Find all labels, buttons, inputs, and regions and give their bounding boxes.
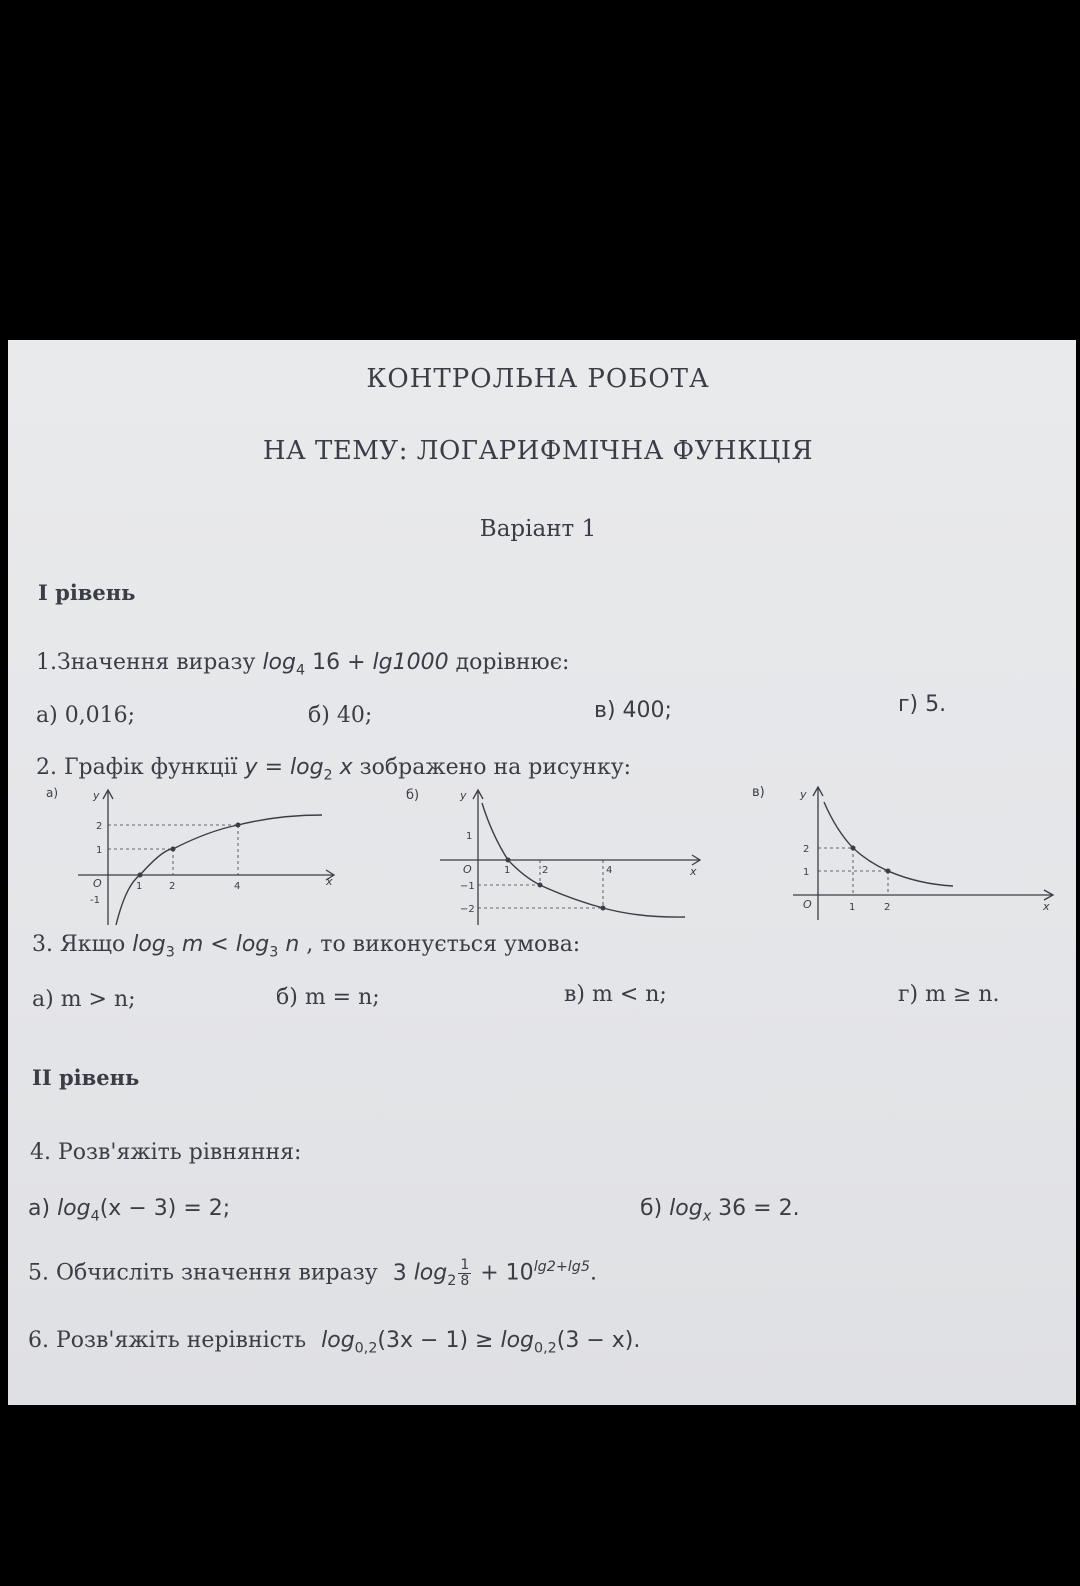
question-3-suffix: , то виконується умова: [299, 932, 581, 957]
graph-c-tick-y1: 1 [803, 867, 810, 878]
graph-c-x-label: x [1043, 900, 1050, 913]
question-1-log: log [262, 650, 296, 675]
question-6 [28, 1328, 640, 1356]
question-5-log: log [413, 1260, 448, 1286]
q1-option-b: б) 40; [308, 703, 373, 728]
question-3-rhs-log: log [235, 932, 270, 957]
question-1-prefix: 1.Значення виразу [36, 650, 256, 675]
question-4-a [28, 1196, 230, 1224]
question-6-arg2: (3 − x). [556, 1328, 641, 1353]
graph-b-tick-ym1: −1 [460, 881, 475, 892]
question-5-end: . [589, 1260, 597, 1286]
question-6-log2: log [500, 1328, 534, 1353]
q1-option-c: в) 400; [594, 698, 672, 723]
graph-b-tick-x2: 2 [542, 865, 549, 876]
graph-b-origin: O [463, 863, 472, 876]
question-4-a-rest: (x − 3) = 2; [99, 1196, 231, 1221]
graph-b-point-4 [601, 906, 606, 911]
q1-option-a: а) 0,016; [36, 703, 136, 728]
question-1-base: 4 [295, 662, 306, 679]
question-3-lhs-log: log [132, 932, 166, 957]
question-5-coef: 3 [392, 1260, 414, 1286]
graph-b [400, 785, 720, 930]
graph-c-tick-x1: 1 [849, 902, 856, 913]
level-2-heading: ІІ рівень [32, 1065, 140, 1090]
question-4-b-base: x [702, 1208, 712, 1225]
question-5 [28, 1258, 597, 1289]
question-6-base2: 0,2 [534, 1340, 557, 1357]
question-2 [36, 755, 631, 783]
q3-option-c: в) m < n; [564, 982, 667, 1007]
graph-a-point-4 [236, 823, 241, 828]
question-5-num: 1 [460, 1257, 470, 1273]
question-2-y: y [244, 755, 258, 780]
question-6-log1: log [321, 1328, 355, 1353]
question-6-arg1: (3x − 1) ≥ [377, 1328, 501, 1353]
question-4-b-label: б) [640, 1196, 670, 1221]
q3-option-d: г) m ≥ n. [898, 982, 1000, 1007]
graph-a-x-label: x [326, 875, 333, 888]
question-5-base: 2 [447, 1272, 457, 1289]
question-4-b [640, 1196, 800, 1224]
question-5-exp: lg2+lg5 [533, 1259, 590, 1276]
graph-a-tick-ym1: -1 [90, 895, 100, 906]
question-6-base1: 0,2 [354, 1340, 378, 1357]
graph-b-label: б) [406, 788, 420, 803]
graph-a-tick-y1: 1 [96, 845, 103, 856]
graph-a-origin: O [93, 877, 102, 890]
level-1-heading: І рівень [38, 580, 136, 605]
graph-c-origin: O [803, 898, 812, 911]
graph-a-label: а) [46, 786, 59, 800]
q3-option-a: а) m > n; [32, 987, 136, 1012]
page-title: КОНТРОЛЬНА РОБОТА [366, 364, 710, 394]
question-5-den: 8 [460, 1273, 470, 1289]
graph-c-tick-x2: 2 [884, 902, 891, 913]
graph-b-x-label: x [690, 865, 697, 878]
graph-a [38, 785, 358, 930]
graph-a-tick-x4: 4 [234, 881, 241, 892]
graph-a-point-1 [138, 873, 143, 878]
question-4-b-rest: 36 = 2. [711, 1196, 800, 1221]
question-2-suffix: зображено на рисунку: [352, 755, 632, 780]
graph-b-y-label: y [460, 789, 467, 802]
question-4-a-label: а) [28, 1196, 58, 1221]
question-4-b-log: log [669, 1196, 703, 1221]
graph-c-point-1 [851, 846, 856, 851]
graph-a-tick-y2: 2 [96, 821, 103, 832]
graph-b-tick-y1: 1 [466, 831, 473, 842]
question-5-fraction [458, 1258, 471, 1289]
graph-c-y-label: y [800, 788, 807, 801]
question-2-x: x [332, 755, 353, 780]
variant-label: Варіант 1 [479, 516, 597, 542]
graph-a-tick-x2: 2 [169, 881, 176, 892]
graph-b-tick-ym2: −2 [460, 904, 475, 915]
question-1-lg: lg1000 [372, 650, 449, 675]
question-4-a-log: log [57, 1196, 91, 1221]
question-1-arg: 16 + [305, 650, 373, 675]
question-3-prefix: 3. Якщо [32, 932, 133, 957]
question-3-rhs-base: 3 [269, 944, 279, 961]
question-1 [36, 650, 569, 678]
question-3-lhs-base: 3 [165, 944, 175, 961]
question-3 [32, 932, 580, 960]
page-topic: НА ТЕМУ: ЛОГАРИФМІЧНА ФУНКЦІЯ [262, 436, 814, 466]
question-5-text: 5. Обчисліть значення виразу [28, 1260, 378, 1286]
question-2-log: log [290, 755, 324, 780]
graph-c-tick-y2: 2 [803, 844, 810, 855]
graph-b-point-1 [506, 858, 511, 863]
test-sheet [8, 340, 1076, 1405]
question-4: 4. Розв'яжіть рівняння: [30, 1140, 302, 1165]
graph-c [748, 780, 1068, 930]
question-6-text: 6. Розв'яжіть нерівність [28, 1328, 307, 1353]
question-2-eq: = [257, 755, 290, 780]
graph-a-tick-x1: 1 [136, 881, 143, 892]
graph-a-curve [116, 815, 322, 925]
question-1-suffix: дорівнює: [448, 650, 570, 675]
question-2-prefix: 2. Графік функції [36, 755, 238, 780]
question-5-plus: + 10 [473, 1260, 534, 1286]
q1-option-d: г) 5. [898, 692, 947, 717]
question-4-a-base: 4 [90, 1208, 100, 1225]
question-3-lhs-arg: m < [174, 932, 236, 957]
question-2-base: 2 [323, 767, 333, 784]
graph-a-point-2 [171, 847, 176, 852]
graph-b-tick-x4: 4 [606, 865, 613, 876]
graph-c-label: в) [752, 785, 765, 800]
graph-c-point-2 [886, 869, 891, 874]
graph-b-tick-x1: 1 [504, 865, 511, 876]
question-3-rhs-arg: n [278, 932, 300, 957]
graph-b-point-2 [538, 883, 543, 888]
graph-a-y-label: y [93, 789, 100, 802]
q3-option-b: б) m = n; [276, 985, 380, 1010]
